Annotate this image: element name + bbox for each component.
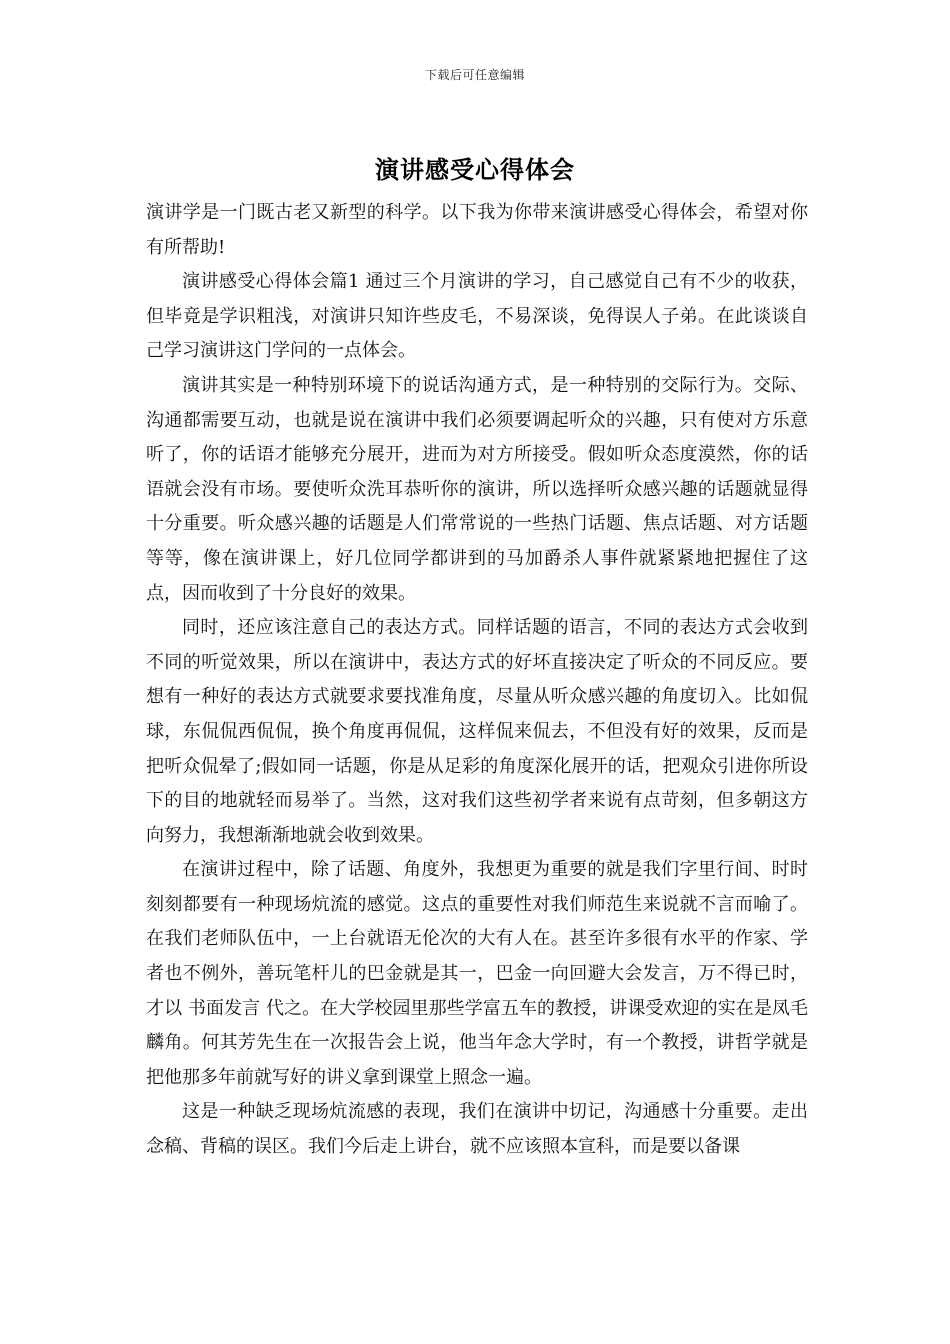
- body-paragraph: 演讲感受心得体会篇1 通过三个月演讲的学习，自己感觉自己有不少的收获，但毕竟是学识粗浅，对演讲只知许些皮毛，不易深谈，免得误人子弟。在此谈谈自己学习演讲这门学问的一点体会。: [146, 271, 808, 362]
- body-paragraph: 这是一种缺乏现场炕流感的表现，我们在演讲中切记，沟通感十分重要。走出念稿、背稿的误区。我们今后走上讲台，就不应该照本宣科，而是要以备课: [146, 1101, 808, 1158]
- document-body: [146, 196, 808, 1165]
- body-paragraph: 演讲其实是一种特别环境下的说话沟通方式，是一种特别的交际行为。交际、沟通都需要互动，也就是说在演讲中我们必须要调起听众的兴趣，只有使对方乐意听了，你的话语才能够充分展开，进而为对方所接受。假如听众态度漠然，你的话语就会没有市场。要使听众洗耳恭听你的演讲，所以选择听众感兴趣的话题就显得十分重要。听众感兴趣的话题是人们常常说的一些热门话题、焦点话题、对方话题等等，像在演讲课上，好几位同学都讲到的马加爵杀人事件就紧紧地把握住了这点，因而收到了十分良好的效果。: [146, 374, 808, 604]
- intro-paragraph: 演讲学是一门既古老又新型的科学。以下我为你带来演讲感受心得体会，希望对你有所帮助!: [146, 202, 808, 258]
- header-note: 下载后可任意编辑: [424, 68, 525, 82]
- body-paragraph: 同时，还应该注意自己的表达方式。同样话题的语言，不同的表达方式会收到不同的听觉效果，所以在演讲中，表达方式的好坏直接决定了听众的不同反应。要想有一种好的表达方式就要求要找准角度，尽量从听众感兴趣的角度切入。比如侃球，东侃侃西侃侃，换个角度再侃侃，这样侃来侃去，不但没有好的效果，反而是把听众侃晕了;假如同一话题，你是从足彩的角度深化展开的话，把观众引进你所设下的目的地就轻而易举了。当然，这对我们这些初学者来说有点苛刻，但多朝这方向努力，我想渐渐地就会收到效果。: [146, 617, 808, 846]
- document-title: 演讲感受心得体会: [375, 155, 575, 184]
- body-paragraph: 在演讲过程中，除了话题、角度外，我想更为重要的就是我们字里行间、时时刻刻都要有一种现场炕流的感觉。这点的重要性对我们师范生来说就不言而喻了。在我们老师队伍中，一上台就语无伦次的大有人在。甚至许多很有水平的作家、学者也不例外，善玩笔杆儿的巴金就是其一，巴金一向回避大会发言，万不得已时，才以 书面发言 代之。在大学校园里那些学富五车的教授，讲课受欢迎的实在是凤毛麟角。何其芳先生在一次报告会上说，他当年念大学时，有一个教授，讲哲学就是把他那多年前就写好的讲义拿到课堂上照念一遍。: [146, 859, 808, 1088]
